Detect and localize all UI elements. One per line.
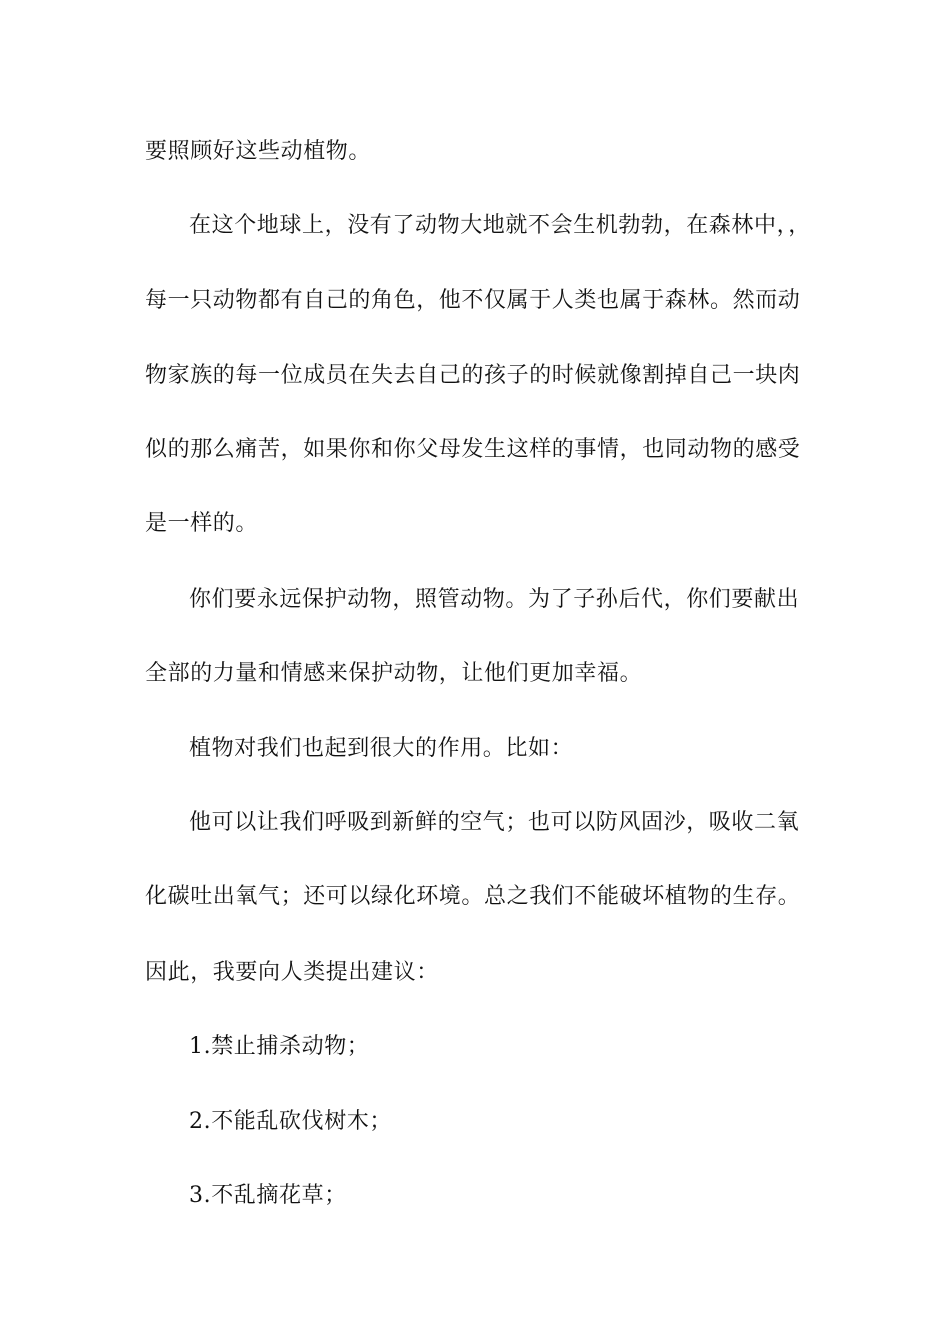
text-line: 他可以让我们呼吸到新鲜的空气；也可以防风固沙，吸收二氧 — [189, 810, 800, 835]
text-line: 物家族的每一位成员在失去自己的孩子的时候就像割掉自己一块肉 — [145, 363, 801, 388]
text-line: 你们要永远保护动物，照管动物。为了子孙后代，你们要献出 — [189, 587, 800, 612]
text-line: 植物对我们也起到很大的作用。比如： — [189, 736, 574, 761]
text-line: 1.禁止捕杀动物； — [189, 1034, 370, 1059]
text-line: 全部的力量和情感来保护动物，让他们更加幸福。 — [145, 661, 643, 686]
text-line: 是一样的。 — [145, 511, 259, 536]
text-line: 2.不能乱砍伐树木； — [189, 1109, 392, 1134]
text-line: 化碳吐出氧气；还可以绿化环境。总之我们不能破坏植物的生存。 — [145, 884, 801, 909]
text-line: 每一只动物都有自己的角色，他不仅属于人类也属于森林。然而动 — [145, 288, 801, 313]
text-line: 要照顾好这些动植物。 — [145, 139, 372, 164]
text-line: 因此，我要向人类提出建议： — [145, 960, 439, 985]
text-line: 3.不乱摘花草； — [189, 1183, 347, 1208]
text-line: 似的那么痛苦，如果你和你父母发生这样的事情，也同动物的感受 — [145, 437, 801, 462]
text-line: 在这个地球上，没有了动物大地就不会生机勃勃，在森林中，， — [189, 213, 811, 238]
